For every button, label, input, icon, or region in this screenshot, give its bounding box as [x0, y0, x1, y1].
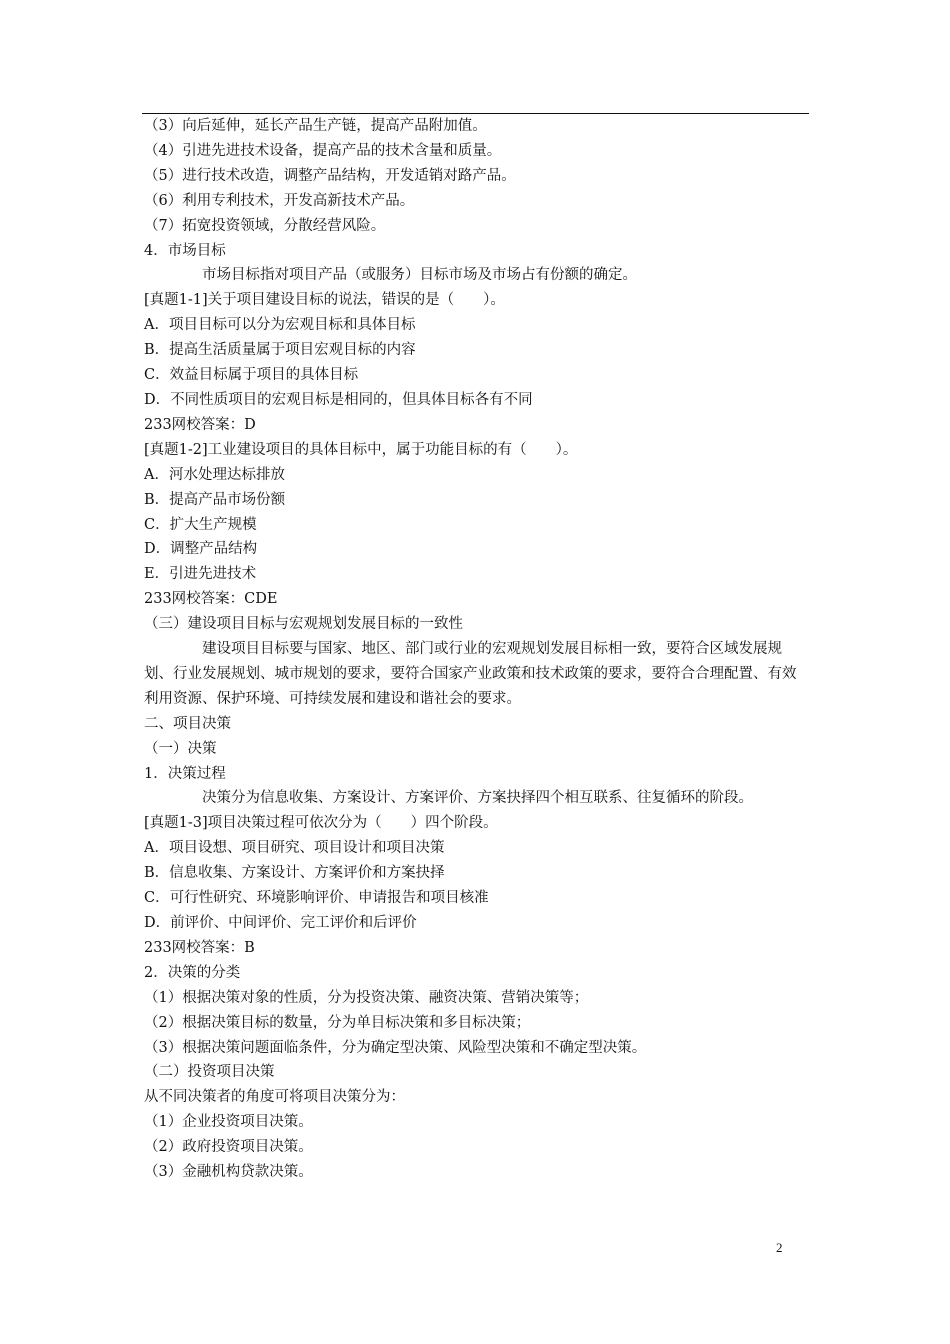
text-line: 233网校答案：B [144, 939, 255, 956]
text-line: （7）拓宽投资领域，分散经营风险。 [144, 217, 386, 234]
text-line: D．调整产品结构 [144, 541, 258, 558]
text-line: E．引进先进技术 [144, 566, 257, 583]
text-line: A．项目设想、项目研究、项目设计和项目决策 [144, 840, 445, 857]
body-paragraph: 市场目标指对项目产品（或服务）目标市场及市场占有份额的确定。 [202, 267, 637, 284]
text-line: （4）引进先进技术设备，提高产品的技术含量和质量。 [144, 142, 502, 159]
text-line: （3）金融机构贷款决策。 [144, 1164, 313, 1181]
text-line: （2）根据决策目标的数量，分为单目标决策和多目标决策； [144, 1014, 531, 1031]
body-paragraph: 建设项目目标要与国家、地区、部门或行业的宏观规划发展目标相一致，要符合区域发展规划、行业发展规划、城市规划的要求，要符合国家产业政策和技术政策的要求，要符合合理配置、有效利用资源、保护环境、可持续发展和建设和谐社会的要求。 [144, 641, 797, 707]
text-line: 二、项目决策 [144, 715, 231, 732]
text-line: [真题1-2]工业建设项目的具体目标中，属于功能目标的有（ ）。 [144, 441, 578, 458]
text-line: C．可行性研究、环境影响评价、申请报告和项目核准 [144, 890, 489, 907]
text-line: （3）向后延伸，延长产品生产链，提高产品附加值。 [144, 118, 487, 134]
body-paragraph: 决策分为信息收集、方案设计、方案评价、方案抉择四个相互联系、往复循环的阶段。 [202, 790, 753, 807]
text-line: （5）进行技术改造，调整产品结构，开发适销对路产品。 [144, 167, 516, 184]
text-line: C．扩大生产规模 [144, 516, 257, 533]
text-line: [真题1-1]关于项目建设目标的说法，错误的是（ ）。 [144, 292, 505, 309]
text-line: A．河水处理达标排放 [144, 466, 285, 483]
text-line: （6）利用专利技术，开发高新技术产品。 [144, 192, 415, 209]
text-line: （3）根据决策问题面临条件，分为确定型决策、风险型决策和不确定型决策。 [144, 1039, 647, 1056]
text-line: 233网校答案：D [144, 416, 256, 433]
text-line: D．不同性质项目的宏观目标是相同的，但具体目标各有不同 [144, 391, 533, 408]
text-line: C．效益目标属于项目的具体目标 [144, 367, 359, 384]
text-line: 4．市场目标 [144, 242, 226, 259]
text-line: B．信息收集、方案设计、方案评价和方案抉择 [144, 865, 445, 882]
text-line: D．前评价、中间评价、完工评价和后评价 [144, 915, 417, 931]
page-number: 2 [776, 1240, 783, 1255]
text-line: 1．决策过程 [144, 765, 226, 782]
text-line: 2．决策的分类 [144, 964, 241, 981]
text-line: A．项目目标可以分为宏观目标和具体目标 [144, 317, 416, 334]
document-body [144, 114, 808, 1185]
text-line: B．提高产品市场份额 [144, 491, 286, 508]
text-line: B．提高生活质量属于项目宏观目标的内容 [144, 342, 416, 359]
text-line: （三）建设项目目标与宏观规划发展目标的一致性 [144, 616, 463, 633]
text-line: [真题1-3]项目决策过程可依次分为（ ）四个阶段。 [144, 815, 498, 832]
text-line: （一）决策 [144, 740, 217, 757]
text-line: （二）投资项目决策 [144, 1064, 275, 1081]
text-line: （1）企业投资项目决策。 [144, 1114, 313, 1131]
text-line: （1）根据决策对象的性质，分为投资决策、融资决策、营销决策等； [144, 989, 589, 1006]
text-line: 233网校答案：CDE [144, 591, 278, 608]
text-line: 从不同决策者的角度可将项目决策分为： [144, 1089, 405, 1106]
text-line: （2）政府投资项目决策。 [144, 1139, 313, 1156]
